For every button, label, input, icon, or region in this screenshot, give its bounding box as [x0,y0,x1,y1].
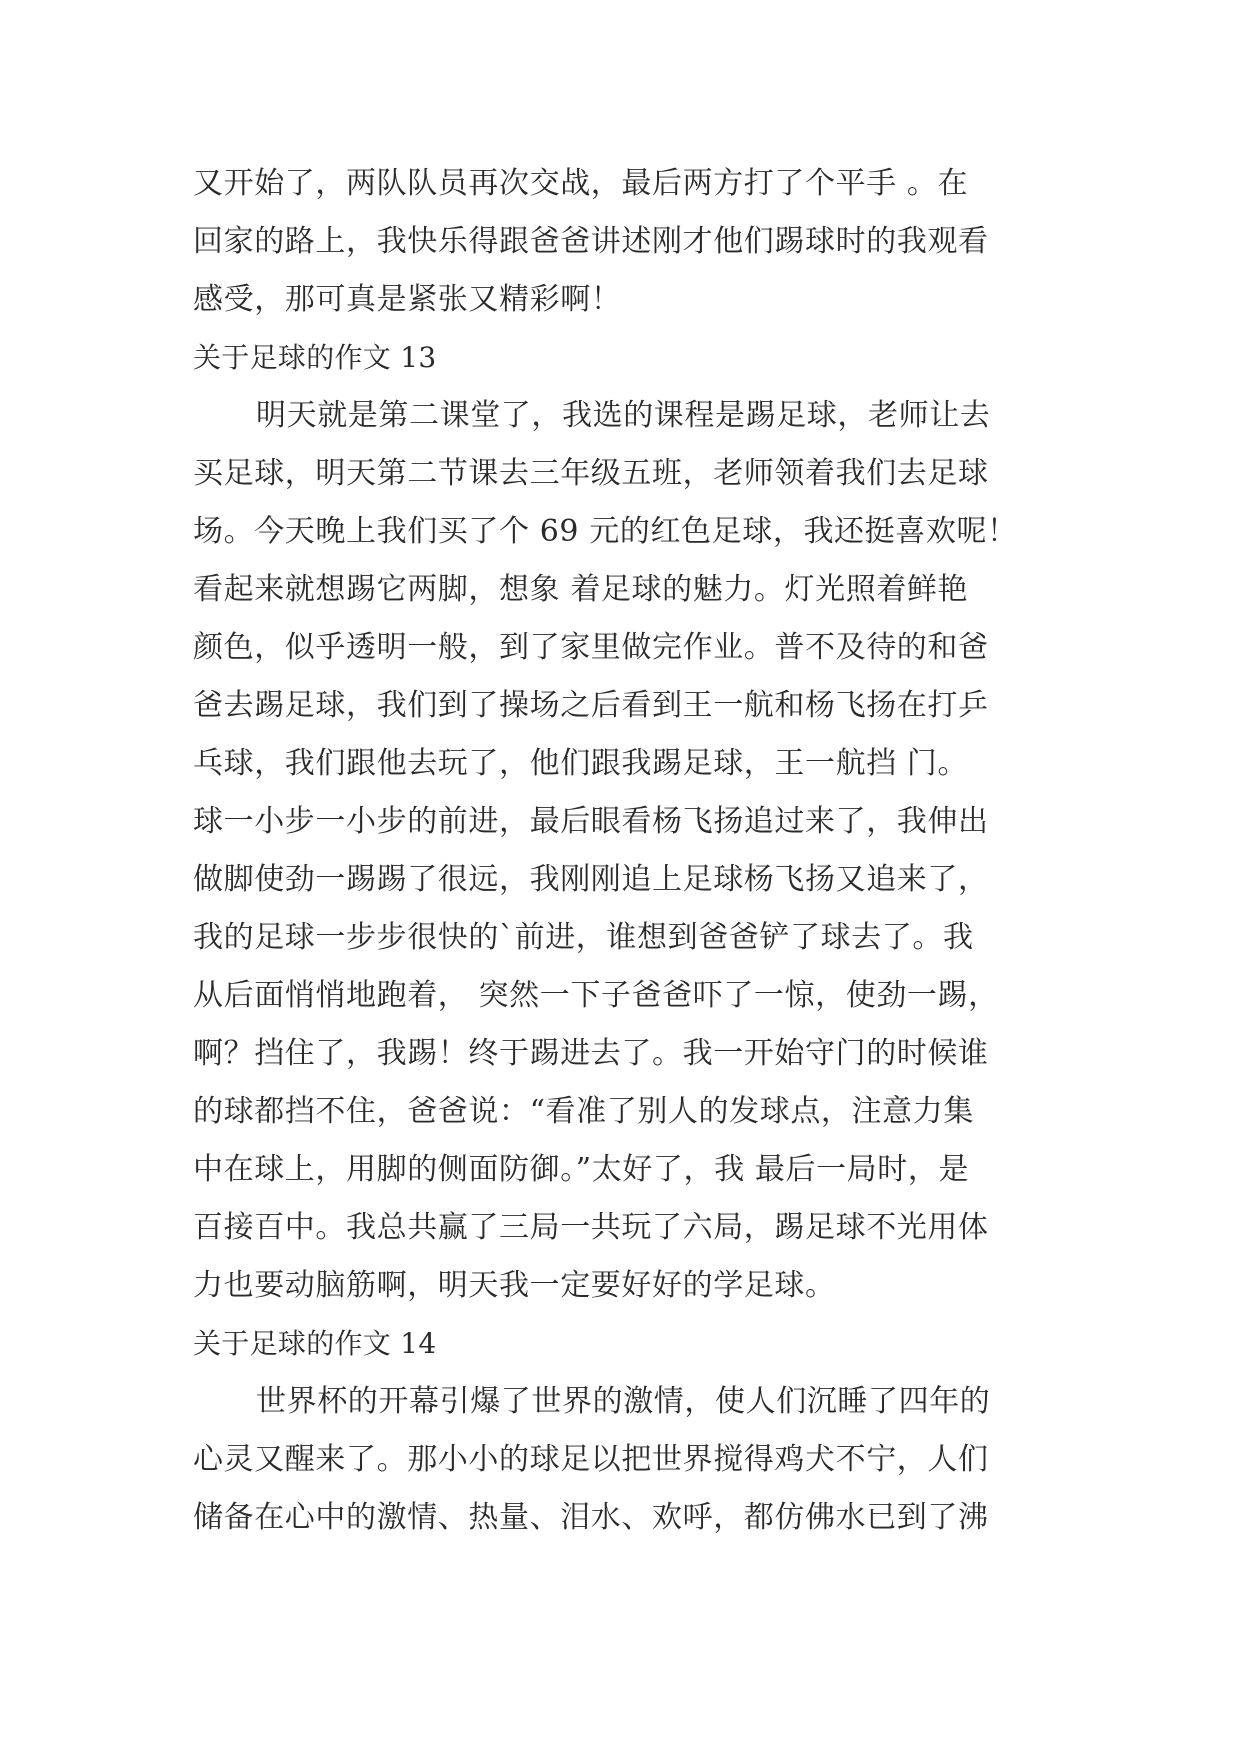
text-line: 心灵又醒来了。那小小的球足以把世界搅得鸡犬不宁，人们 [193,1442,989,1477]
text-line: 中在球上，用脚的侧面防御。”太好了，我 最后一局时，是 [193,1152,970,1187]
essay-heading-14: 关于足球的作文 14 [193,1327,437,1360]
paragraph-continued [193,155,1053,329]
text-line: 球一小步一小步的前进，最后眼看杨飞扬追过来了，我伸出 [193,804,989,839]
text-line: 力也要动脑筋啊，明天我一定要好好的学足球。 [193,1268,836,1303]
text-line: 颜色，似乎透明一般，到了家里做完作业。普不及待的和爸 [193,630,989,665]
text-line: 爸去踢足球，我们到了操场之后看到王一航和杨飞扬在打乒 [193,688,989,723]
text-line: 感受，那可真是紧张又精彩啊！ [193,282,622,317]
text-line: 世界杯的开幕引爆了世界的激情，使人们沉睡了四年的 [256,1384,991,1419]
paragraph-essay-13 [193,387,1053,1315]
text-line: 百接百中。我总共赢了三局一共玩了六局，踢足球不光用体 [193,1210,989,1245]
text-line: 做脚使劲一踢踢了很远，我刚刚追上足球杨飞扬又追来了， [193,862,989,897]
text-line: 从后面悄悄地跑着， 突然一下子爸爸吓了一惊，使劲一踢， [193,978,999,1013]
text-line: 储备在心中的激情、热量、泪水、欢呼，都仿佛水已到了沸 [193,1500,989,1535]
text-line: 看起来就想踢它两脚，想象 着足球的魅力。灯光照着鲜艳 [193,572,969,607]
text-line: 又开始了，两队队员再次交战，最后两方打了个平手 。在 [193,166,969,201]
essay-heading-13: 关于足球的作文 13 [193,341,437,374]
document-body [193,155,1053,1547]
text-line: 的球都挡不住，爸爸说：“看准了别人的发球点，注意力集 [193,1094,974,1129]
text-line: 乓球，我们跟他去玩了，他们跟我踢足球，王一航挡 门。 [193,746,969,781]
text-line: 回家的路上，我快乐得跟爸爸讲述刚才他们踢球时的我观看 [193,224,989,259]
paragraph-essay-14 [193,1373,1053,1547]
text-line: 我的足球一步步很快的`前进，谁想到爸爸铲了球去了。我 [193,920,974,955]
text-line: 买足球，明天第二节课去三年级五班，老师领着我们去足球 [193,456,989,491]
text-line: 明天就是第二课堂了，我选的课程是踢足球，老师让去 [256,398,991,433]
text-line: 啊？挡住了，我踢！终于踢进去了。我一开始守门的时候谁 [193,1036,989,1071]
text-line: 场。今天晚上我们买了个 69 元的红色足球，我还挺喜欢呢！ [193,514,1018,549]
